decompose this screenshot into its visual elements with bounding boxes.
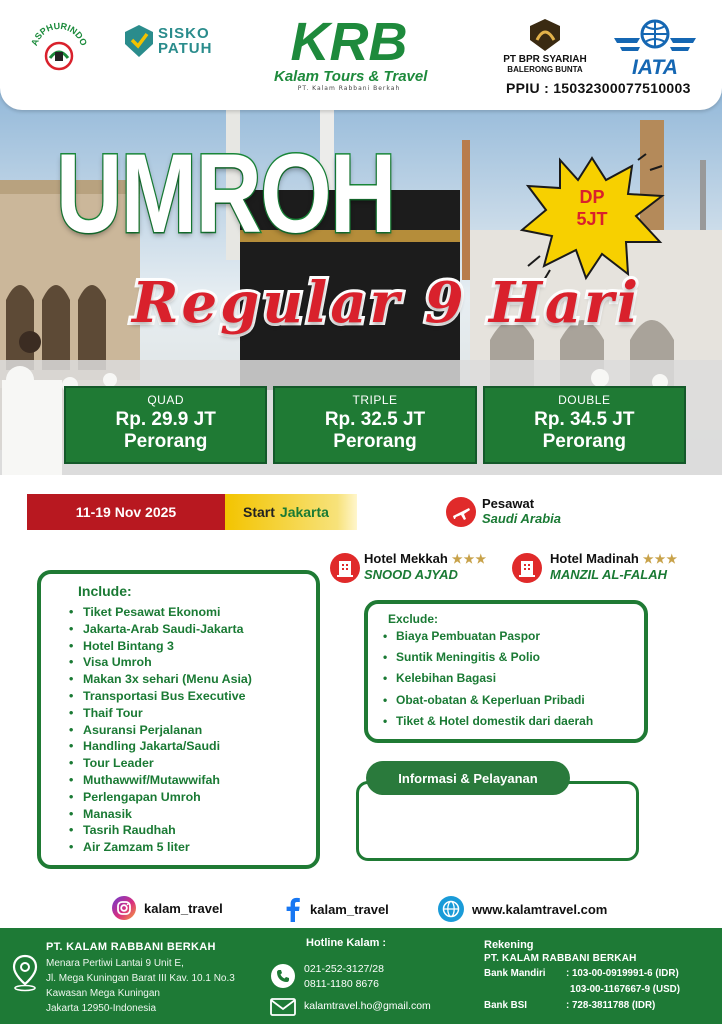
- package-type: DOUBLE: [558, 393, 611, 407]
- rekening-name: PT. KALAM RABBANI BERKAH: [484, 953, 637, 964]
- package-unit: Perorang: [123, 431, 208, 452]
- package-unit: Perorang: [542, 431, 627, 452]
- bank-bsi-label: Bank BSI: [484, 1000, 528, 1011]
- list-item: • Kelebihan Bagasi: [382, 668, 593, 689]
- package-type: QUAD: [147, 393, 184, 407]
- list-item: • Muthawwif/Mutawwifah: [67, 772, 252, 789]
- list-item: • Jakarta-Arab Saudi-Jakarta: [67, 621, 252, 638]
- plane-icon: [446, 497, 476, 527]
- iata-logo: [612, 18, 698, 78]
- instagram-icon: [112, 896, 136, 920]
- include-panel: [37, 570, 320, 869]
- location-pin-icon: [11, 954, 39, 992]
- hotel-madinah-name: MANZIL AL-FALAH: [550, 567, 667, 582]
- hotel-icon: [330, 553, 360, 583]
- informasi-tab: Informasi & Pelayanan: [366, 761, 570, 795]
- flight-label: Pesawat: [482, 496, 535, 511]
- list-item: • Manasik: [67, 806, 252, 823]
- departure-dates: 11-19 Nov 2025: [27, 494, 225, 530]
- hotel-mekkah-label: Hotel Mekkah ★★★: [364, 551, 488, 566]
- footer: [0, 928, 722, 1024]
- bpr-emblem-icon: [528, 18, 562, 52]
- list-item: • Thaif Tour: [67, 705, 252, 722]
- kalam-tours-logo: [274, 10, 428, 92]
- website-link[interactable]: www.kalamtravel.com: [438, 896, 607, 922]
- package-quad: [64, 386, 267, 464]
- package-triple: [273, 386, 476, 464]
- package-double: [483, 386, 686, 464]
- phone-number[interactable]: 0811-1180 8676: [304, 978, 379, 990]
- list-item: • Biaya Pembuatan Paspor: [382, 626, 593, 647]
- ppiu-number: PPIU : 15032300077510003: [506, 80, 691, 96]
- footer-address: Menara Pertiwi Lantai 9 Unit E, Jl. Mega Kuningan Barat III Kav. 10.1 No.3 Kawasan Mega Kuningan Jakarta 12950-Indonesia: [46, 958, 235, 1014]
- list-item: • Tour Leader: [67, 755, 252, 772]
- list-item: • Tasrih Raudhah: [67, 822, 252, 839]
- brand-name: Kalam Tours & Travel: [274, 68, 428, 85]
- asphurindo-logo: [28, 18, 90, 80]
- start-city: Start Jakarta: [225, 494, 357, 530]
- flight-airline: Saudi Arabia: [482, 511, 561, 526]
- hotel-madinah-label: Hotel Madinah ★★★: [550, 551, 679, 566]
- phone-number[interactable]: 021-252-3127/28: [304, 963, 384, 975]
- header: [0, 0, 722, 110]
- package-type: TRIPLE: [352, 393, 398, 407]
- star-rating-icon: ★★★: [642, 552, 679, 566]
- hotel-mekkah-name: SNOOD AJYAD: [364, 567, 458, 582]
- exclude-title: Exclude:: [388, 612, 439, 626]
- hero-subtitle: Regular 9 Hari: [132, 270, 642, 336]
- list-item: • Transportasi Bus Executive: [67, 688, 252, 705]
- sisko-patuh-logo: SISKO PATUH: [124, 24, 212, 58]
- bank-mandiri-label: Bank Mandiri: [484, 968, 546, 979]
- brand-subtitle: PT. Kalam Rabbani Berkah: [297, 85, 401, 92]
- list-item: • Tiket Pesawat Ekonomi: [67, 604, 252, 621]
- hotline-numbers: [304, 962, 384, 992]
- include-title: Include:: [78, 583, 132, 599]
- package-unit: Perorang: [333, 431, 417, 452]
- globe-icon: [438, 896, 464, 922]
- price-packages: [64, 386, 686, 464]
- svg-text:ASPHURINDO: ASPHURINDO: [29, 20, 89, 48]
- schedule-strip: [27, 494, 357, 530]
- list-item: • Tiket & Hotel domestik dari daerah: [382, 711, 593, 732]
- package-price: Rp. 29.9 JT: [115, 409, 216, 430]
- svg-text:KRB: KRB: [290, 12, 408, 72]
- sisko-shield-icon: [124, 24, 154, 58]
- exclude-panel: [364, 600, 648, 743]
- package-price: Rp. 32.5 JT: [324, 409, 426, 430]
- list-item: • Handling Jakarta/Saudi: [67, 738, 252, 755]
- email-link[interactable]: kalamtravel.ho@gmail.com: [304, 1000, 431, 1012]
- bpr-syariah-logo: PT BPR SYARIAH BALERONG BUNTA: [498, 18, 592, 74]
- rekening-title: Rekening: [484, 939, 534, 951]
- dp-badge-text: DP 5JT: [576, 187, 608, 229]
- mail-icon: [270, 998, 296, 1016]
- list-item: • Obat-obatan & Keperluan Pribadi: [382, 690, 593, 711]
- package-price: Rp. 34.5 JT: [534, 409, 635, 430]
- list-item: • Asuransi Perjalanan: [67, 722, 252, 739]
- bank-mandiri-idr: : 103-00-0919991-6 (IDR): [566, 968, 679, 979]
- facebook-icon: [284, 896, 302, 922]
- instagram-link[interactable]: kalam_travel: [112, 896, 223, 920]
- facebook-link[interactable]: kalam_travel: [284, 896, 389, 922]
- list-item: • Suntik Meningitis & Polio: [382, 647, 593, 668]
- phone-icon: [270, 963, 296, 989]
- hotel-icon: [512, 553, 542, 583]
- footer-company: PT. KALAM RABBANI BERKAH: [46, 941, 216, 953]
- krb-monogram: [290, 10, 408, 72]
- star-rating-icon: ★★★: [451, 552, 488, 566]
- hero-title: UMROH: [56, 131, 395, 256]
- bank-bsi-idr: : 728-3811788 (IDR): [566, 1000, 656, 1011]
- bank-mandiri-usd: 103-00-1167667-9 (USD): [570, 984, 681, 995]
- list-item: • Air Zamzam 5 liter: [67, 839, 252, 856]
- svg-text:IATA: IATA: [632, 56, 678, 79]
- list-item: • Makan 3x sehari (Menu Asia): [67, 671, 252, 688]
- list-item: • Hotel Bintang 3: [67, 638, 252, 655]
- list-item: • Perlengapan Umroh: [67, 789, 252, 806]
- hotline-title: Hotline Kalam :: [306, 937, 387, 949]
- exclude-list: [382, 626, 593, 732]
- include-list: [67, 604, 252, 856]
- list-item: • Visa Umroh: [67, 654, 252, 671]
